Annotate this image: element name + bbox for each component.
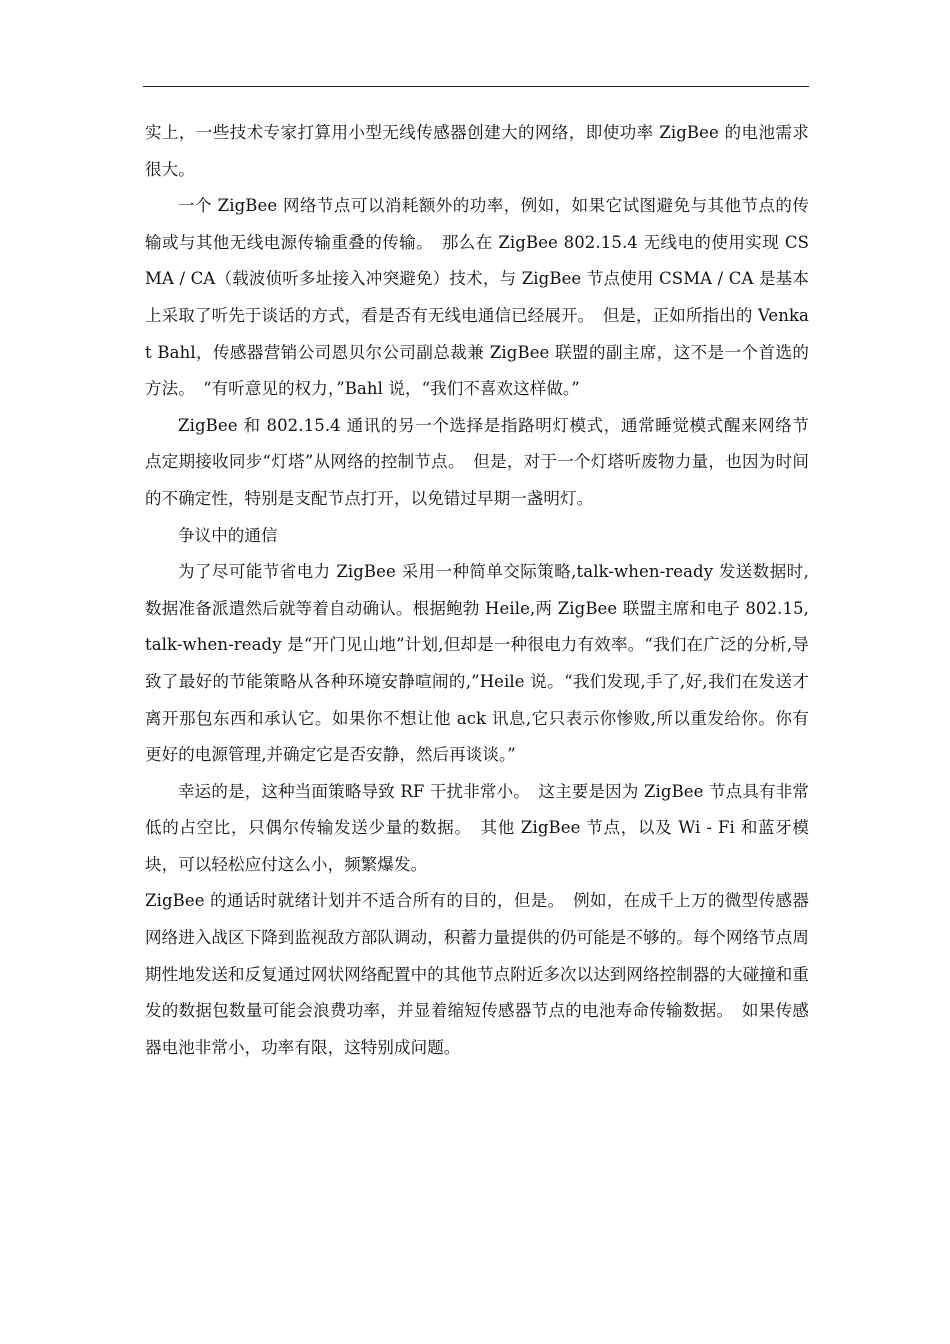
header-rule	[143, 86, 809, 87]
paragraph-1: 实上，一些技术专家打算用小型无线传感器创建大的网络，即使功率 ZigBee 的电池需求很大。	[145, 123, 809, 179]
paragraph-5: 幸运的是，这种当面策略导致 RF 干扰非常小。 这主要是因为 ZigBee 节点具有非常低的占空比，只偶尔传输发送少量的数据。 其他 ZigBee 节点，以及 Wi - Fi 和蓝牙模块，可以轻松应付这么小，频繁爆发。	[145, 781, 809, 874]
paragraph-6: ZigBee 的通话时就绪计划并不适合所有的目的，但是。 例如，在成千上万的微型传感器网络进入战区下降到监视敌方部队调动，积蓄力量提供的仍可能是不够的。每个网络节点周期性地发送和反复通过网状网络配置中的其他节点附近多次以达到网络控制器的大碰撞和重发的数据包数量可能会浪费功率，并显着缩短传感器节点的电池寿命传输数据。 如果传感器电池非常小，功率有限，这特别成问题。	[145, 891, 809, 1057]
paragraph-3: ZigBee 和 802.15.4 通讯的另一个选择是指路明灯模式，通常睡觉模式醒来网络节点定期接收同步“灯塔”从网络的控制节点。 但是，对于一个灯塔听废物力量，也因为时间的不确定性，特别是支配节点打开，以免错过早期一盏明灯。	[145, 415, 809, 508]
section-heading: 争议中的通信	[178, 525, 278, 545]
paragraph-2: 一个 ZigBee 网络节点可以消耗额外的功率，例如，如果它试图避免与其他节点的传输或与其他无线电源传输重叠的传输。 那么在 ZigBee 802.15.4 无线电的使用实现 CSMA / CA（载波侦听多址接入冲突避免）技术，与 ZigBee 节点使用 CSMA / CA 是基本上采取了听先于谈话的方式，看是否有无线电通信已经展开。 但是，正如所指出的 Venkat Bahl，传感器营销公司恩贝尔公司副总裁兼 ZigBee 联盟的副主席，这不是一个首选的方法。 “有听意见的权力，”Bahl 说，“我们不喜欢这样做。”	[145, 196, 809, 399]
paragraph-4: 为了尽可能节省电力 ZigBee 采用一种简单交际策略,talk-when-ready 发送数据时,数据准备派遣然后就等着自动确认。根据鲍勃 Heile,两 ZigBee 联盟主席和电子 802.15,talk-when-ready 是“开门见山地”计划,但却是一种很电力有效率。“我们在广泛的分析,导致了最好的节能策略从各种环境安静喧闹的,”Heile 说。“我们发现,手了,好,我们在发送才离开那包东西和承认它。如果你不想让他 ack 讯息,它只表示你惨败,所以重发给你。你有更好的电源管理,并确定它是否安静，然后再谈谈。”	[145, 562, 809, 765]
document-body	[145, 115, 809, 1066]
